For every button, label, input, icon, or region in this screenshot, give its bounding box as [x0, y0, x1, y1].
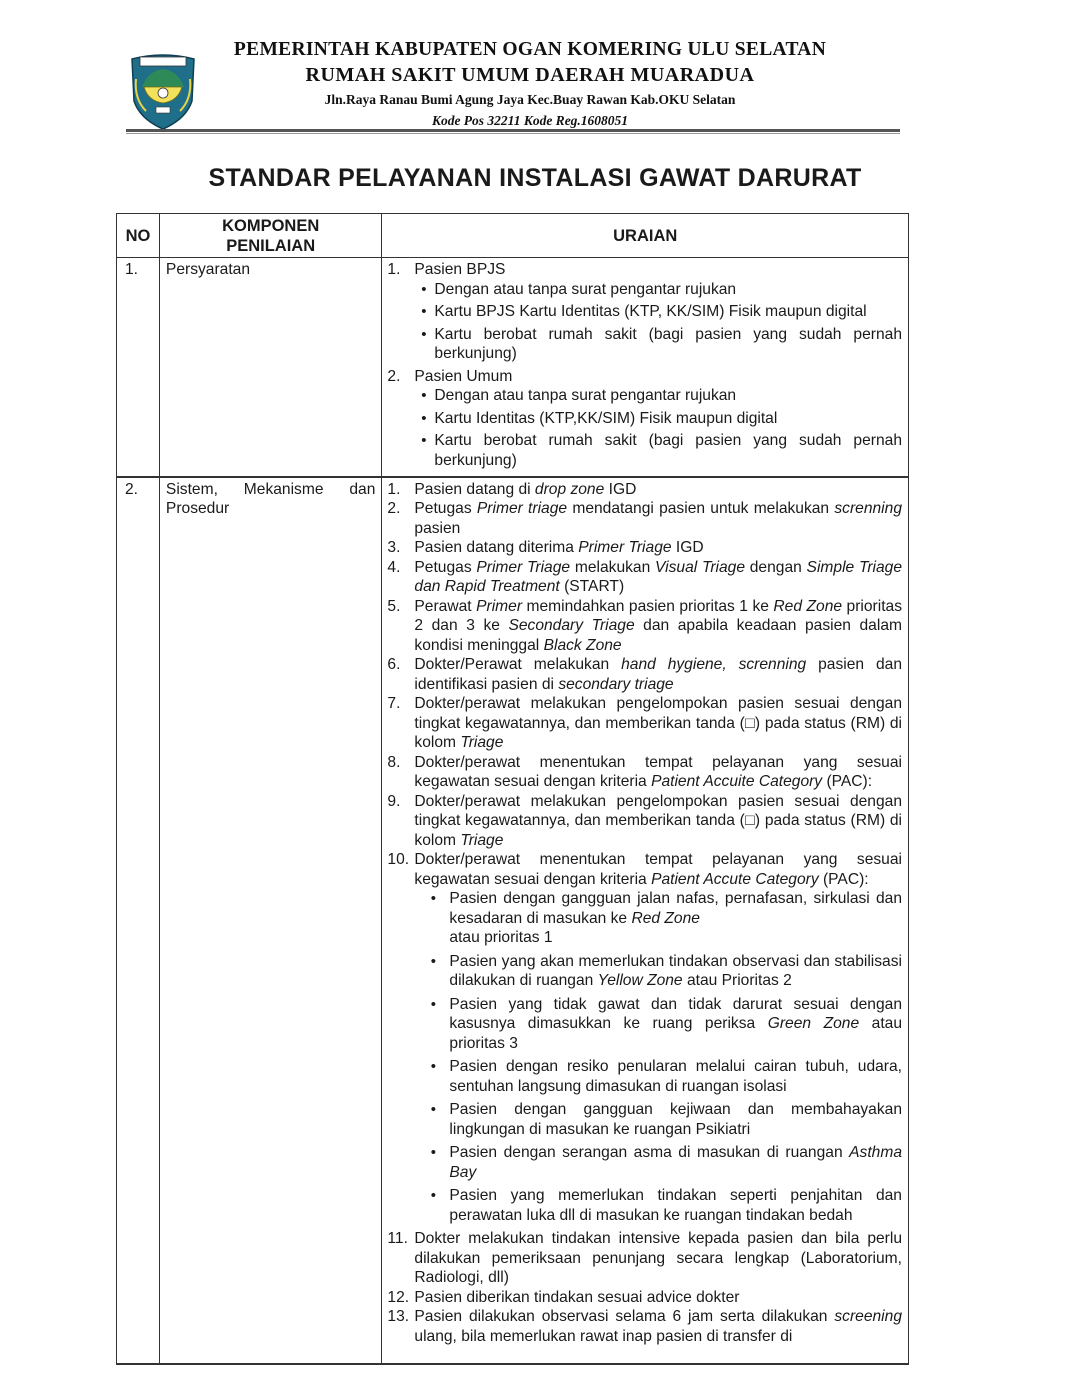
procedure-step [387, 538, 902, 558]
text-run: Pasien yang akan memerlukan tindakan observasi dan stabilisasi dilakukan di ruangan [449, 952, 902, 989]
procedure-step [387, 1307, 902, 1346]
step-number: 11. [387, 1230, 408, 1247]
bullet-icon: • [421, 280, 427, 298]
row-uraian [382, 478, 908, 1347]
italic-term: Patient Accute Category [651, 870, 819, 888]
step-bullet [417, 1143, 902, 1182]
italic-term: screnning [834, 500, 902, 517]
bullet-text [449, 1186, 902, 1225]
text-run: Pasien datang di [414, 480, 535, 498]
postal-code: Kode Pos 32211 Kode Reg.1608051 [431, 113, 629, 128]
requirement-bullet [413, 386, 902, 406]
hospital-address: Jln.Raya Ranau Bumi Agung Jaya Kec.Buay Rawan Kab.OKU Selatan [324, 92, 736, 107]
requirement-bullet [413, 280, 902, 300]
italic-term: Triage [460, 734, 504, 751]
step-sub-list [414, 889, 902, 1225]
text-run: Pasien diberikan tindakan sesuai advice dokter [414, 1288, 740, 1306]
requirement-bullet [413, 325, 902, 364]
step-text [414, 499, 902, 538]
italic-term: drop zone [534, 480, 605, 498]
bullet-text [449, 1100, 902, 1139]
text-run: atau Prioritas 2 [682, 972, 792, 989]
bullet-text: Dengan atau tanpa surat pengantar rujukan [434, 280, 737, 298]
requirement-bullet [413, 302, 902, 322]
italic-term: Red Zone [773, 597, 843, 615]
document-title: STANDAR PELAYANAN INSTALASI GAWAT DARURAT [208, 164, 862, 192]
step-text [414, 1307, 902, 1346]
italic-term: Primer [476, 597, 523, 615]
bullet-icon: • [421, 387, 427, 404]
letterhead-divider [126, 129, 900, 132]
item-number: 2. [387, 367, 401, 385]
text-run: pasien dan identifikasi pasien di [414, 656, 902, 693]
step-text [414, 558, 902, 597]
step-text [414, 597, 902, 656]
bullet-icon: • [430, 1101, 437, 1118]
italic-term: Red Zone [631, 909, 700, 927]
procedure-step [387, 792, 902, 851]
text-run: Pasien dengan gangguan kejiwaan dan membahayakan lingkungan di masukan ke ruangan Psikiatri [449, 1101, 902, 1138]
row-komponen-line2: Prosedur [165, 500, 230, 517]
procedure-step [387, 1288, 902, 1308]
text-run: Dokter/perawat melakukan pengelompokan pasien sesuai dengan tingkat kegawatannya, dan memberikan tanda (□) pada status (RM) di kolom [414, 792, 902, 849]
bullet-text [449, 1143, 902, 1182]
text-run: Pasien dengan serangan asma di masukan di ruangan [449, 1144, 850, 1161]
step-number: 12. [387, 1288, 410, 1306]
text-run: Petugas [414, 558, 477, 576]
row-number: 2. [125, 480, 139, 498]
service-standard-table [116, 213, 909, 1365]
regency-logo [126, 49, 200, 131]
table-row [117, 258, 909, 477]
italic-term: Triage [460, 831, 504, 849]
step-number: 13. [387, 1308, 410, 1325]
bullet-icon: • [421, 325, 427, 343]
procedure-step [387, 480, 902, 500]
bullet-text: Kartu BPJS Kartu Identitas (KTP, KK/SIM) Fisik maupun digital [434, 303, 867, 320]
italic-term: Green Zone [767, 1015, 860, 1032]
bullet-icon: • [421, 303, 427, 320]
row-komponen-line1: Sistem, Mekanisme dan [165, 480, 376, 498]
text-run: IGD [671, 539, 704, 556]
bullet-icon: • [430, 995, 437, 1013]
text-run: Pasien yang tidak gawat dan tidak darurat sesuai dengan kasusnya dimasukkan ke ruang periksa [449, 995, 902, 1032]
text-run: (PAC): [818, 870, 869, 888]
italic-term: hand hygiene, screnning [621, 656, 807, 673]
letterhead-divider-thin [126, 133, 900, 134]
header-uraian: URAIAN [382, 214, 909, 258]
text-run: atau prioritas 3 [449, 1015, 902, 1052]
text-run: Dokter/perawat menentukan tempat pelayanan yang sesuai kegawatan sesuai dengan kriteria [414, 753, 902, 790]
italic-term: Primer triage [476, 500, 568, 517]
step-number: 3. [387, 539, 401, 556]
bullet-icon: • [421, 409, 427, 427]
step-text [414, 655, 902, 694]
text-run: Pasien yang memerlukan tindakan seperti penjahitan dan perawatan luka dll di masukan ke ruangan tindakan bedah [449, 1187, 902, 1224]
step-text [414, 538, 902, 558]
step-bullet [417, 1100, 902, 1139]
italic-term: Asthma Bay [449, 1144, 902, 1181]
bullet-text [449, 889, 902, 948]
requirement-group [387, 260, 902, 280]
text-run: Pasien dengan gangguan jalan nafas, pernafasan, sirkulasi dan kesadaran di masukan ke [449, 890, 902, 927]
table-header-row [117, 214, 909, 258]
header-komponen-line1: KOMPONEN [222, 216, 320, 235]
requirement-group [387, 367, 902, 387]
text-run: dan apabila keadaan pasien dalam kondisi meninggal [414, 617, 902, 654]
step-text [414, 850, 902, 1229]
bullet-icon: • [430, 952, 437, 970]
procedure-step [387, 694, 902, 753]
step-bullet [417, 995, 902, 1054]
italic-term: secondary triage [558, 675, 674, 693]
bullet-text [449, 1057, 902, 1096]
text-run: prioritas 2 dan 3 ke [414, 597, 903, 634]
text-run: Pasien datang diterima [414, 539, 579, 556]
step-number: 4. [387, 558, 401, 576]
step-number: 6. [387, 656, 401, 673]
requirement-bullet [413, 409, 902, 429]
row-number: 1. [125, 261, 139, 278]
step-text [414, 1288, 902, 1308]
header-komponen-line2: PENILAIAN [226, 236, 316, 255]
text-run: mendatangi pasien untuk melakukan [567, 500, 835, 517]
bullet-icon: • [430, 1144, 437, 1161]
step-bullet [417, 889, 902, 948]
text-run: memindahkan pasien prioritas 1 ke [522, 597, 774, 615]
header-komponen [159, 214, 381, 258]
step-number: 5. [387, 597, 401, 615]
bullet-text: Dengan atau tanpa surat pengantar rujukan [434, 387, 737, 404]
text-run: Dokter/perawat melakukan pengelompokan pasien sesuai dengan tingkat kegawatannya, dan memberikan tanda (□) pada status (RM) di kolom [414, 695, 902, 751]
italic-term: Simple Triage dan Rapid Treatment [414, 558, 903, 595]
italic-term: Patient Accuite Category [651, 773, 823, 790]
letterhead [200, 38, 860, 131]
step-text [414, 792, 902, 851]
step-bullet [417, 1186, 902, 1225]
header-no: NO [117, 214, 160, 258]
text-run: IGD [604, 480, 637, 498]
procedure-step [387, 655, 902, 694]
bullet-text [449, 995, 902, 1054]
step-number: 10. [387, 851, 410, 868]
step-text [414, 1229, 902, 1288]
text-run: Perawat [414, 597, 477, 615]
text-run: pasien [414, 519, 461, 537]
procedure-step [387, 1229, 902, 1288]
text-run: Dokter/Perawat melakukan [414, 656, 622, 673]
procedure-step [387, 597, 902, 656]
italic-term: Secondary Triage [508, 617, 635, 634]
procedure-step [387, 850, 902, 1229]
bullet-text: Kartu Identitas (KTP,KK/SIM) Fisik maupun digital [434, 409, 778, 427]
step-bullet [417, 952, 902, 991]
requirement-bullet [413, 431, 902, 470]
step-number: 9. [387, 792, 401, 810]
item-label: Pasien BPJS [414, 261, 506, 278]
item-number: 1. [387, 261, 401, 278]
italic-term: Black Zone [543, 636, 622, 654]
text-run: atau prioritas 1 [449, 929, 553, 946]
step-number: 7. [387, 695, 401, 712]
item-label: Pasien Umum [414, 367, 513, 385]
hospital-name: RUMAH SAKIT UMUM DAERAH MUARADUA [305, 64, 755, 86]
italic-term: Primer Triage [578, 539, 672, 556]
bullet-text [449, 952, 902, 991]
step-text [414, 480, 902, 500]
bullet-icon: • [430, 890, 437, 907]
step-bullet [417, 1057, 902, 1096]
bullet-icon: • [430, 1187, 437, 1204]
bullet-text: Kartu berobat rumah sakit (bagi pasien yang sudah pernah berkunjung) [434, 432, 902, 469]
step-number: 8. [387, 753, 401, 771]
italic-term: Yellow Zone [597, 972, 683, 989]
procedure-step [387, 499, 902, 538]
text-run: Dokter melakukan tindakan intensive kepada pasien dan bila perlu dilakukan pemeriksaan penunjang secara lengkap (Laboratorium, Radiologi, dll) [414, 1230, 902, 1286]
text-run: Pasien dengan resiko penularan melalui cairan tubuh, udara, sentuhan langsung dimasukan di ruangan isolasi [449, 1058, 902, 1095]
text-run: melakukan [570, 558, 656, 576]
procedure-step [387, 753, 902, 792]
text-run: Pasien dilakukan observasi selama 6 jam serta dilakukan [414, 1308, 835, 1325]
bullet-text: Kartu berobat rumah sakit (bagi pasien yang sudah pernah berkunjung) [434, 325, 902, 362]
row-komponen: Persyaratan [165, 261, 250, 278]
bullet-icon: • [421, 432, 427, 449]
italic-term: Visual Triage [655, 558, 745, 576]
table-row [117, 477, 909, 1364]
step-text [414, 753, 902, 792]
procedure-step [387, 558, 902, 597]
step-text [414, 694, 902, 753]
government-name: PEMERINTAH KABUPATEN OGAN KOMERING ULU SELATAN [233, 39, 827, 60]
text-run: (PAC): [822, 773, 873, 790]
text-run: (START) [559, 578, 625, 595]
italic-term: Primer Triage [476, 558, 571, 576]
row-uraian [382, 258, 908, 470]
bullet-icon: • [430, 1058, 437, 1075]
text-run: ulang, bila memerlukan rawat inap pasien di transfer di [414, 1327, 793, 1345]
step-number: 2. [387, 500, 401, 517]
step-number: 1. [387, 480, 401, 498]
italic-term: screening [834, 1308, 902, 1325]
text-run: Dokter/perawat menentukan tempat pelayanan yang sesuai kegawatan sesuai dengan kriteria [414, 851, 902, 888]
text-run: Petugas [414, 500, 477, 517]
text-run: dengan [745, 558, 807, 576]
